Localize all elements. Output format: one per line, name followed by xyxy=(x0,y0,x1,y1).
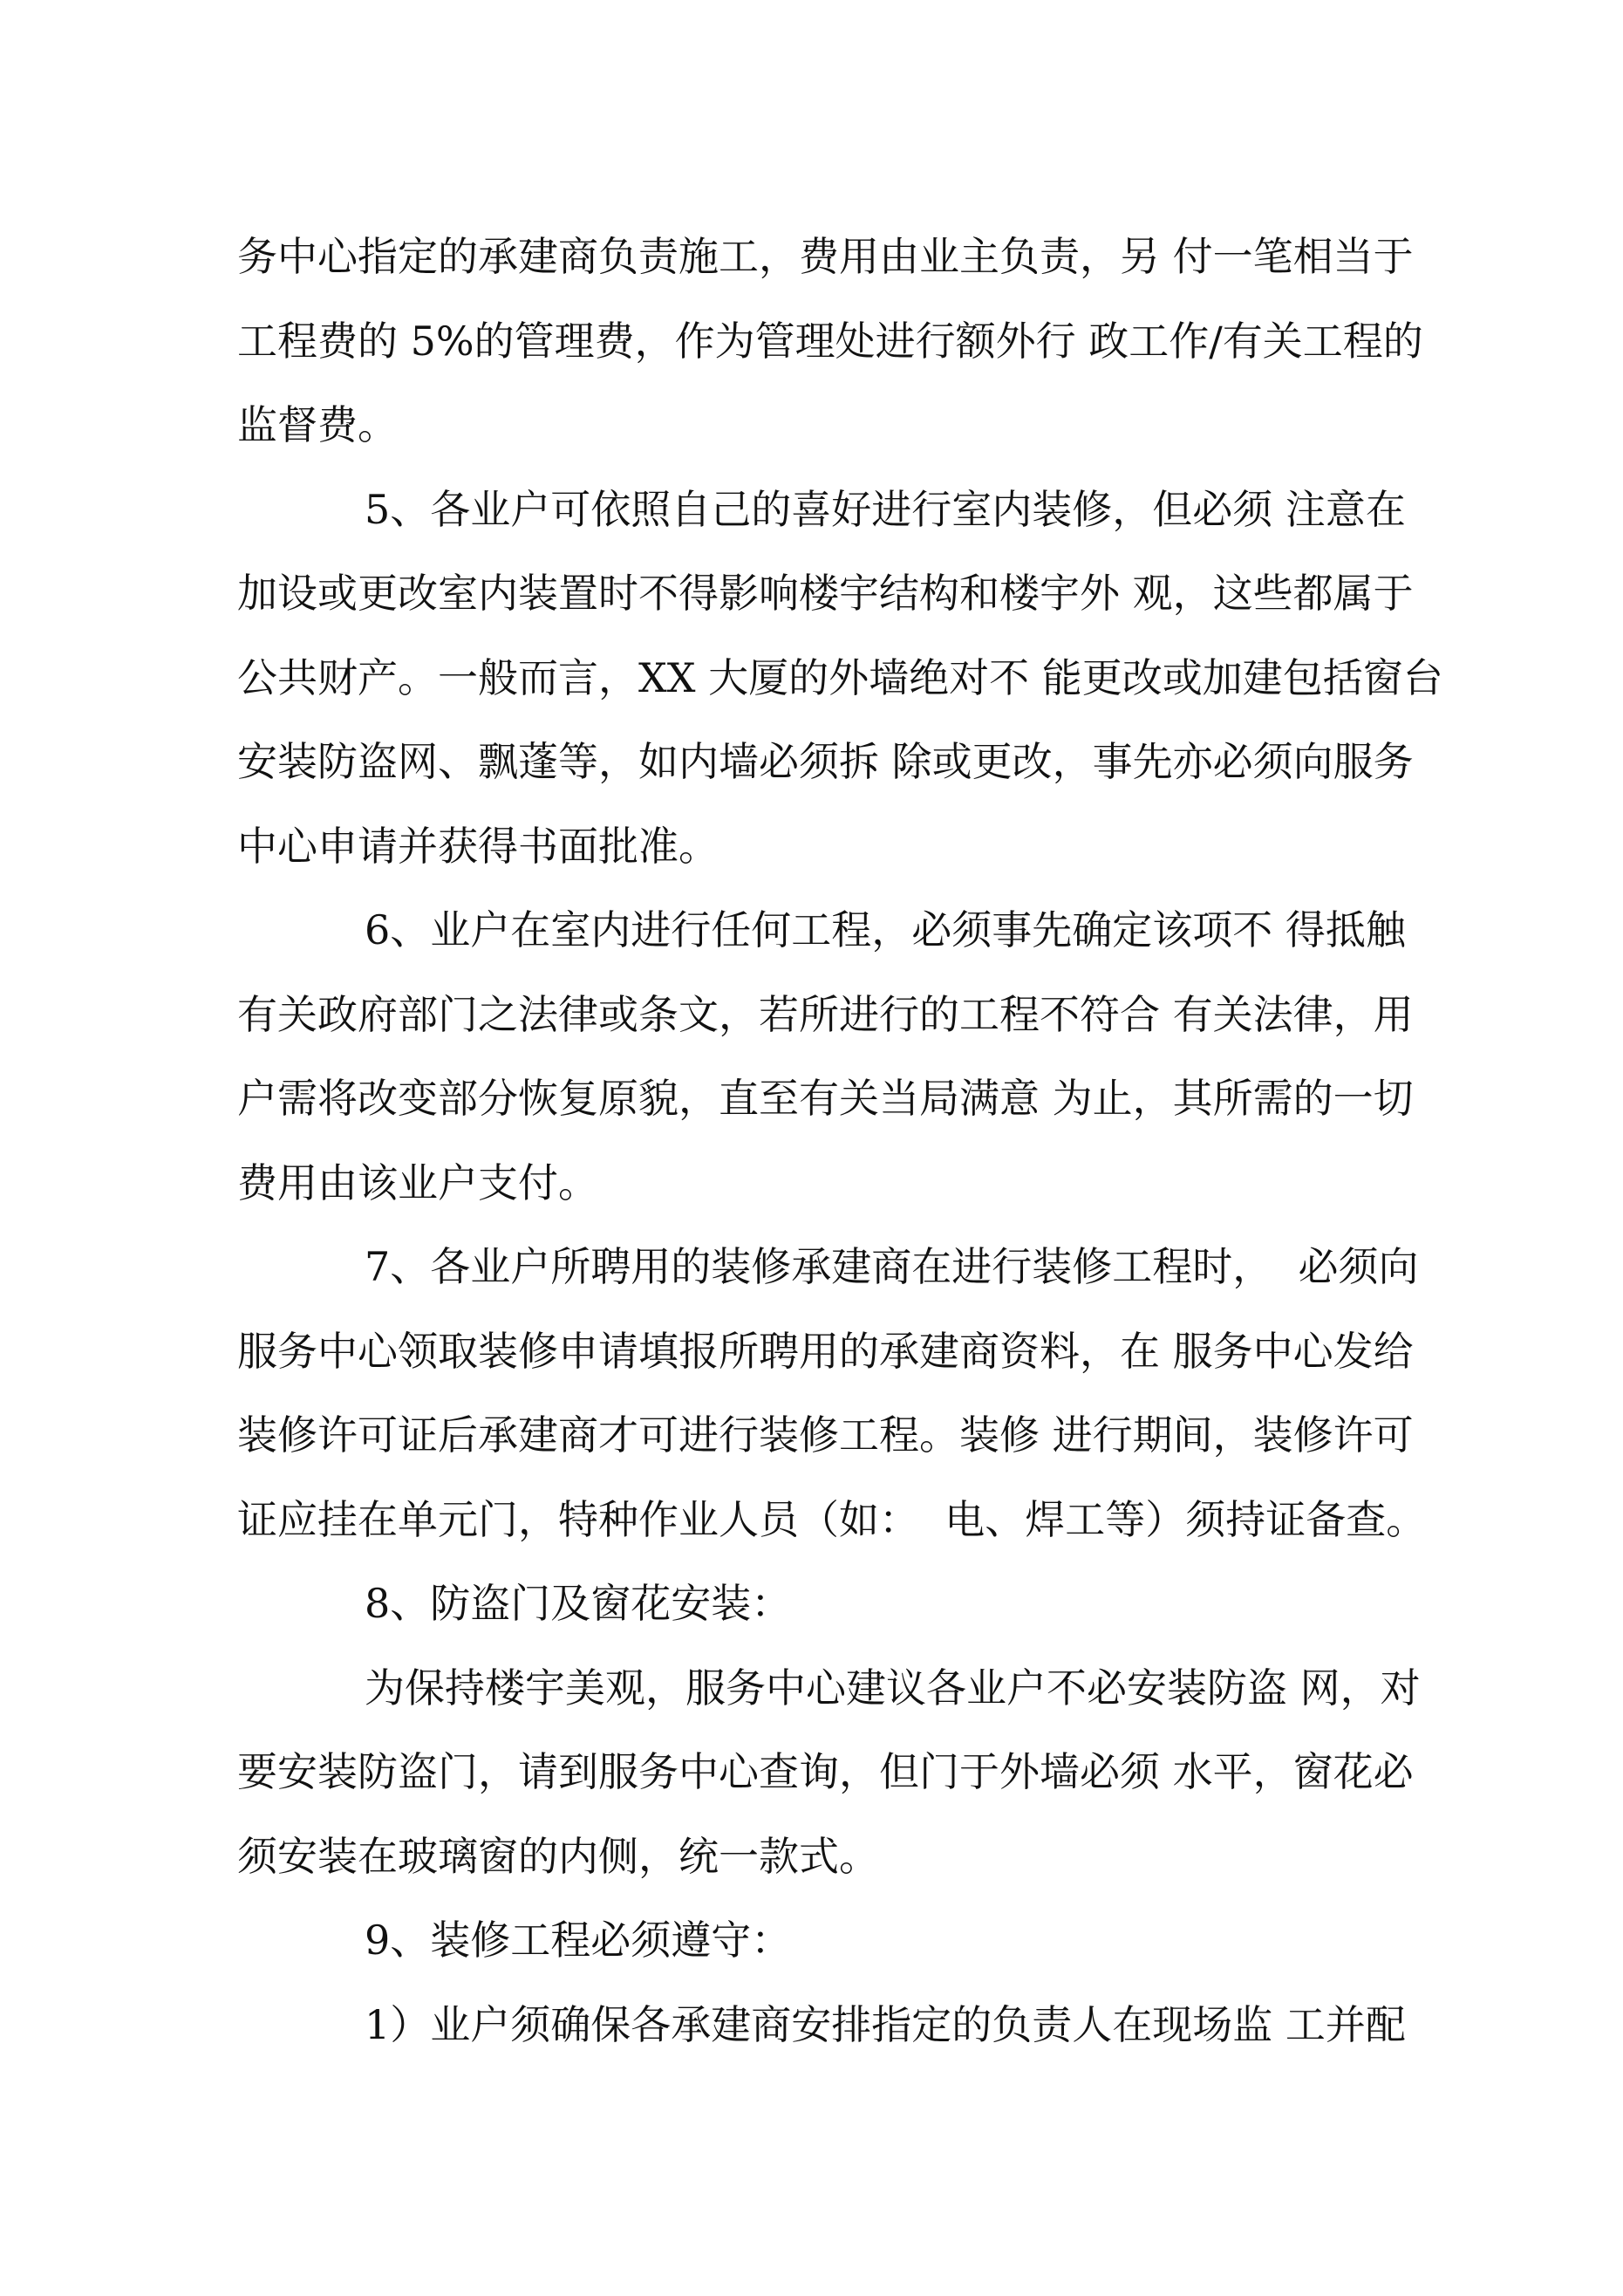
paragraph-start-line: 1）业户须确保各承建商安排指定的负责人在现场监 工并配 xyxy=(365,2000,1406,2048)
text-line: 监督费。 xyxy=(237,401,398,448)
paragraph-start-line: 7、各业户所聘用的装修承建商在进行装修工程时， 必须向 xyxy=(365,1243,1419,1290)
text-line: 公共财产。一般而言，XX 大厦的外墙绝对不 能更改或加建包括窗台 xyxy=(237,653,1443,701)
text-line: 装修许可证后承建商才可进行装修工程。装修 进行期间，装修许可 xyxy=(237,1411,1414,1459)
document-body xyxy=(237,215,1443,2067)
text-line: 有关政府部门之法律或条文，若所进行的工程不符合 有关法律，用 xyxy=(237,990,1414,1038)
text-line: 安装防盗网、飘蓬等，如内墙必须拆 除或更改，事先亦必须向服务 xyxy=(237,738,1414,785)
text-line: 户需将改变部分恢复原貌，直至有关当局满意 为止，其所需的一切 xyxy=(237,1075,1414,1122)
text-line: 费用由该业户支付。 xyxy=(237,1158,598,1206)
text-line: 中心申请并获得书面批准。 xyxy=(237,822,719,870)
paragraph-start-line: 5、各业户可依照自己的喜好进行室内装修，但必须 注意在 xyxy=(365,485,1406,533)
paragraph-start-line: 为保持楼宇美观，服务中心建议各业户不必安装防盗 网，对 xyxy=(365,1664,1421,1712)
text-line: 证应挂在单元门，特种作业人员（如： 电、焊工等）须持证备查。 xyxy=(237,1495,1427,1543)
text-line: 加设或更改室内装置时不得影响楼宇结构和楼宇外 观，这些都属于 xyxy=(237,570,1414,617)
text-line: 务中心指定的承建商负责施工，费用由业主负责，另 付一笔相当于 xyxy=(237,233,1414,280)
text-line: 服务中心领取装修申请填报所聘用的承建商资料，在 服务中心发给 xyxy=(237,1327,1414,1375)
text-line: 须安装在玻璃窗的内侧，统一款式。 xyxy=(237,1832,879,1880)
text-line: 工程费的 5%的管理费，作为管理处进行额外行 政工作/有关工程的 xyxy=(237,317,1423,365)
paragraph-start-line: 6、业户在室内进行任何工程，必须事先确定该项不 得抵触 xyxy=(365,906,1406,953)
section-heading-line: 8、防盗门及窗花安装： xyxy=(365,1580,792,1627)
section-heading-line: 9、装修工程必须遵守： xyxy=(365,1917,792,1964)
text-line: 要安装防盗门，请到服务中心查询，但门于外墙必须 水平，窗花必 xyxy=(237,1748,1414,1795)
